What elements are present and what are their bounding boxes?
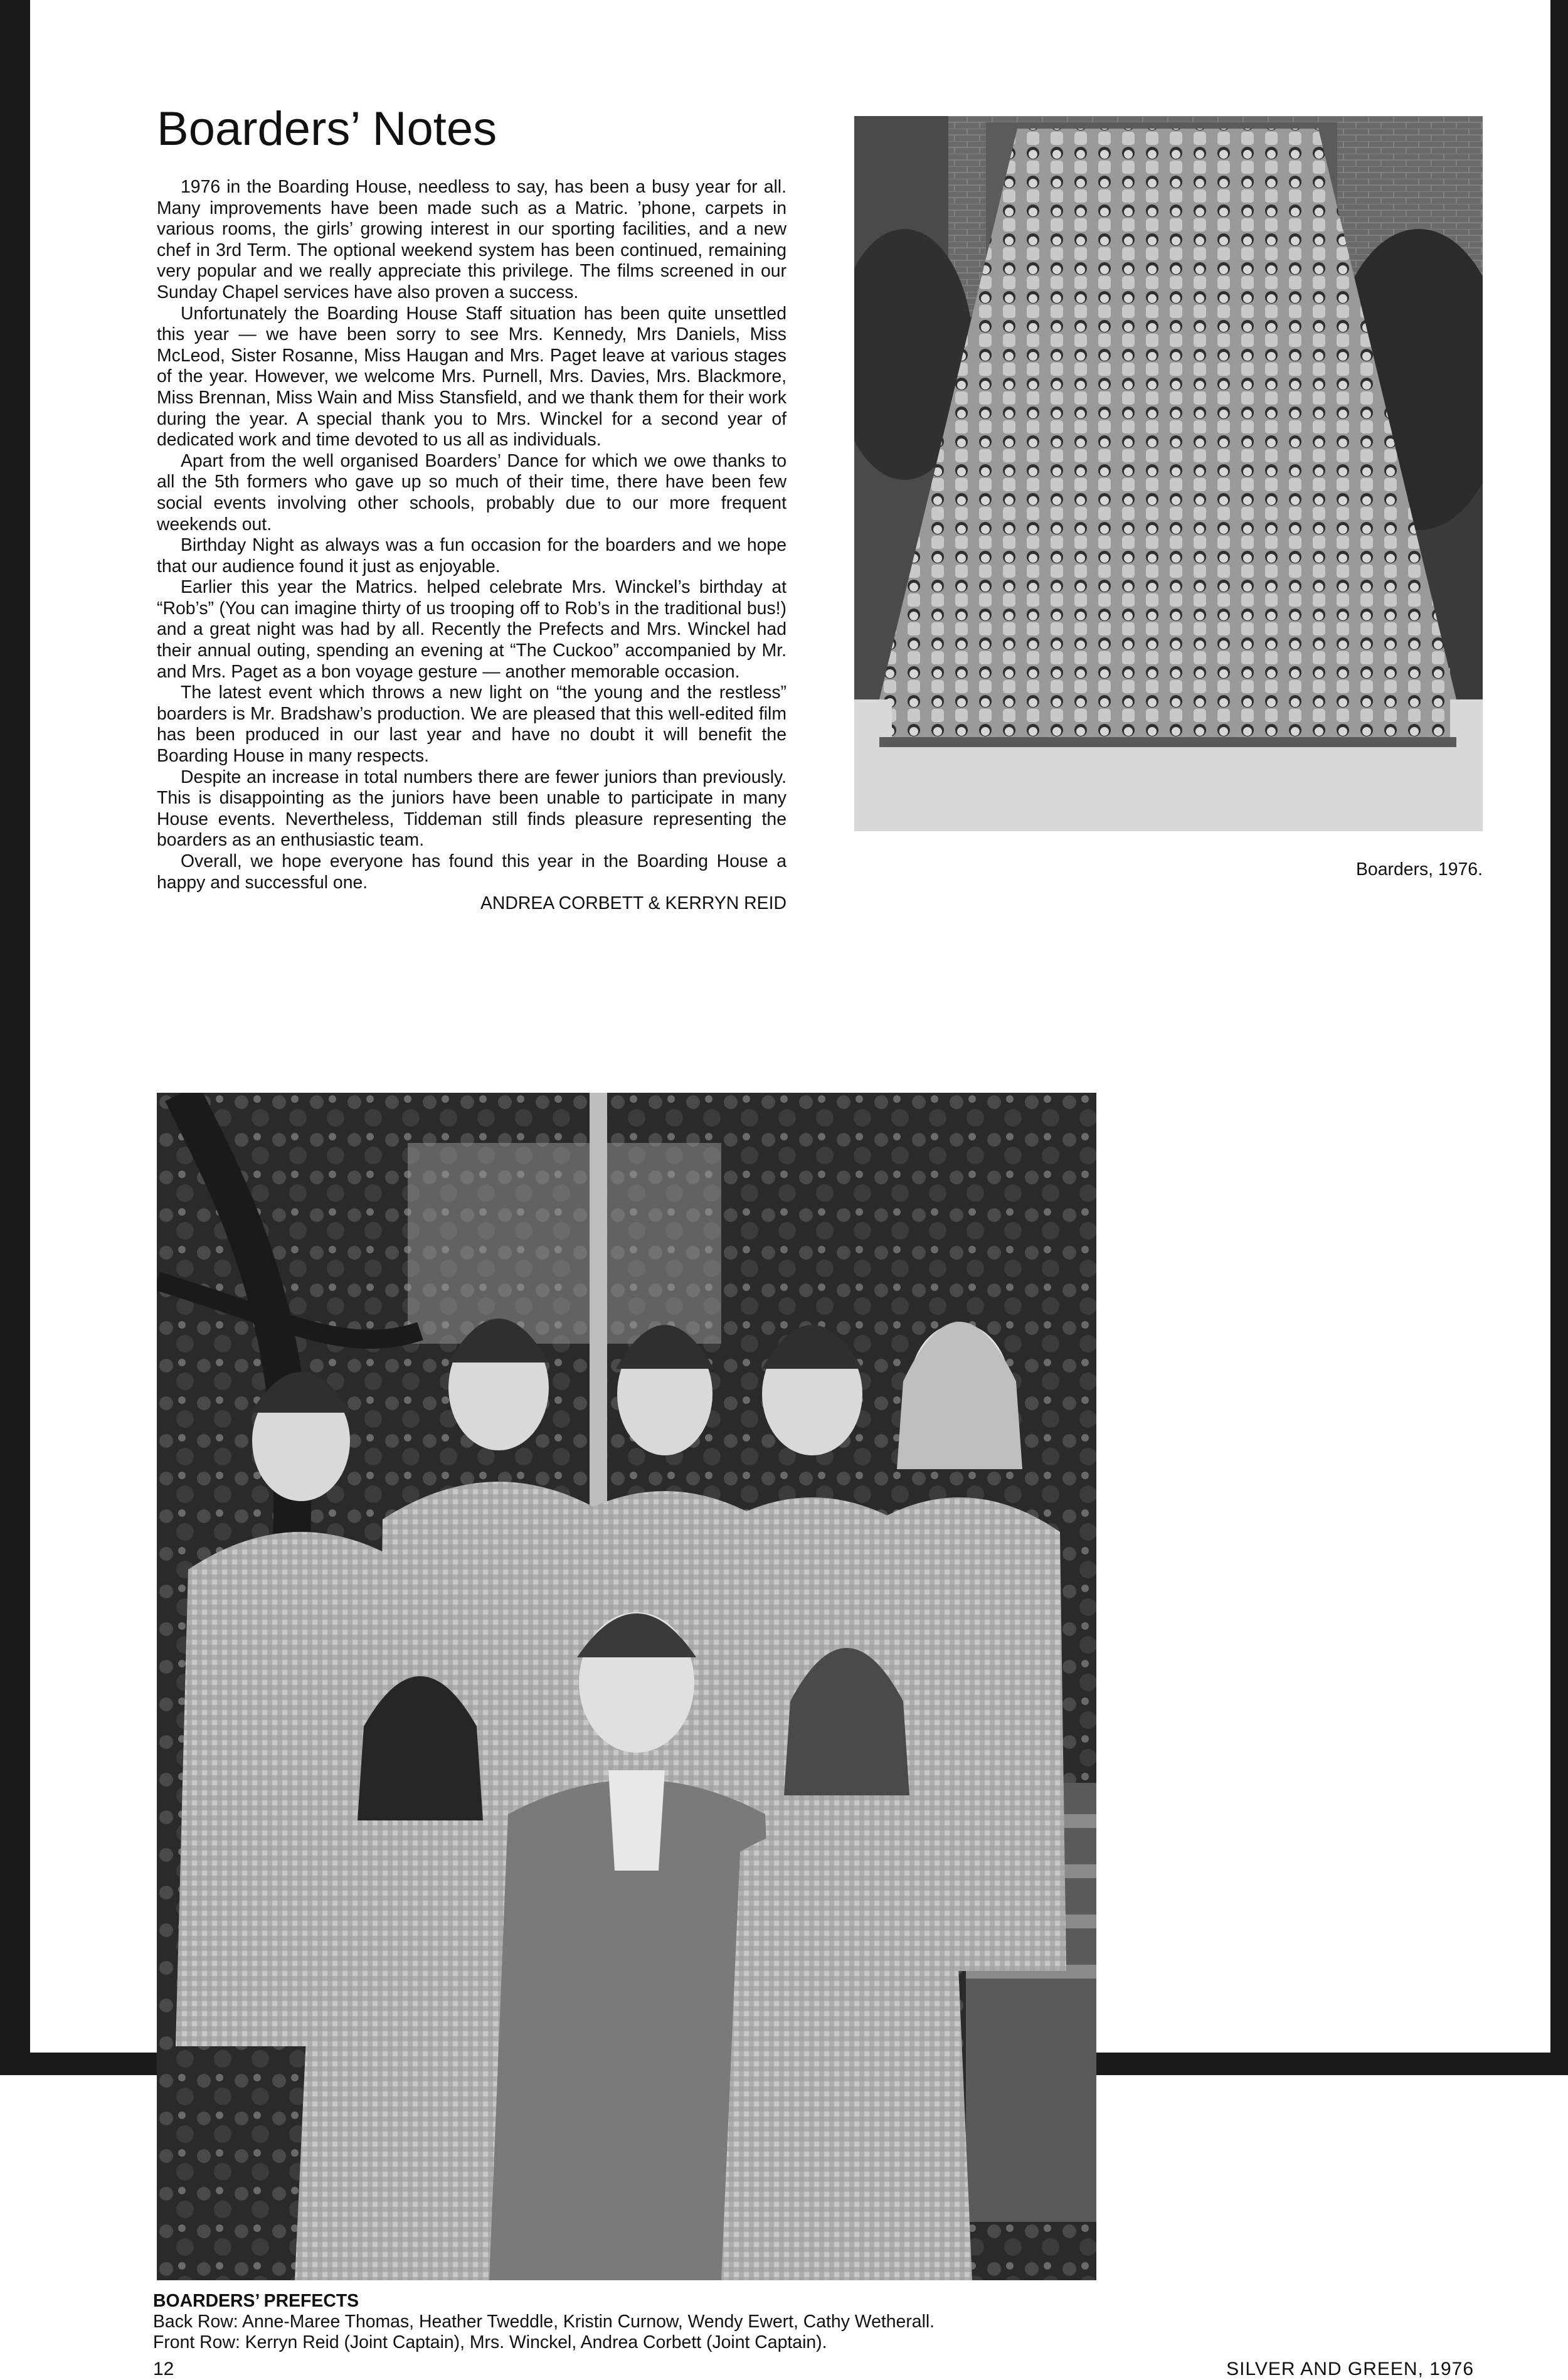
article-paragraph: Unfortunately the Boarding House Staff situation has been quite unsettled this year — we have been sorry to see Mrs. Kennedy, Mrs Daniels, Miss McLeod, Sister Rosanne, Miss Haugan and Mrs. Paget leave at various stages of the year. However, we welcome Mrs. Purnell, Mrs. Davies, Mrs. Blackmore, Miss Brennan, Miss Wain and Miss Stansfield, and we thank them for their work during the year. A special thank you to Mrs. Winckel for a second year of dedicated work and time devoted to us all as individuals. [157, 303, 787, 450]
prefects-back-row: Back Row: Anne-Maree Thomas, Heather Tweddle, Kristin Curnow, Wendy Ewert, Cathy Wetherall. [153, 2312, 935, 2332]
prefects-caption-heading: BOARDERS’ PREFECTS [153, 2291, 359, 2311]
article-body [157, 177, 787, 915]
article-paragraph: Despite an increase in total numbers there are fewer juniors than previously. This is disappointing as the juniors have been unable to participate in many House events. Nevertheless, Tiddeman still finds pleasure representing the boarders as an enthusiastic team. [157, 767, 787, 851]
article-paragraph: Earlier this year the Matrics. helped celebrate Mrs. Winckel’s birthday at “Rob’s” (You can imagine thirty of us trooping off to Rob’s in the traditional bus!) and a great night was had by all. Recently the Prefects and Mrs. Winckel had their annual outing, spending an evening at “The Cuckoo” accompanied by Mr. and Mrs. Paget as a bon voyage gesture — another memorable occasion. [157, 577, 787, 682]
boarders-photo-caption: Boarders, 1976. [1355, 859, 1483, 879]
article-signature: ANDREA CORBETT & KERRYN REID [480, 893, 787, 914]
article-paragraph: The latest event which throws a new light on “the young and the restless” boarders is Mr. Bradshaw’s production. We are pleased that this well-edited film has been produced in our last year and have no doubt it will benefit the Boarding House in many respects. [157, 683, 787, 767]
article-paragraph: Overall, we hope everyone has found this year in the Boarding House a happy and successful one. [157, 851, 787, 893]
page-number: 12 [153, 2359, 174, 2379]
prefects-caption [153, 2291, 1106, 2353]
publication-footer: SILVER AND GREEN, 1976 [1226, 2359, 1474, 2379]
scan-edge-left [0, 0, 30, 2075]
article-title: Boarders’ Notes [157, 102, 497, 156]
prefects-photo [157, 1093, 1096, 2280]
article-paragraph: Birthday Night as always was a fun occasion for the boarders and we hope that our audience found it just as enjoyable. [157, 535, 787, 576]
prefects-photo-illustration [157, 1093, 1096, 2280]
prefects-front-row: Front Row: Kerryn Reid (Joint Captain), Mrs. Winckel, Andrea Corbett (Joint Captain). [153, 2332, 827, 2352]
article-paragraph: 1976 in the Boarding House, needless to say, has been a busy year for all. Many improvements have been made such as a Matric. ’phone, carpets in various rooms, the girls’ growing interest in our sporting facilities, and a new chef in 3rd Term. The optional weekend system has been continued, remaining very popular and we really appreciate this privilege. The films screened in our Sunday Chapel services have also proven a success. [157, 177, 787, 302]
scan-edge-right [1550, 0, 1568, 2075]
boarders-photo-illustration [854, 116, 1483, 841]
article-paragraph: Apart from the well organised Boarders’ Dance for which we owe thanks to all the 5th formers who gave up so much of their time, there have been few social events involving other schools, probably due to our more frequent weekends out. [157, 450, 787, 534]
boarders-group-photo [854, 116, 1483, 841]
